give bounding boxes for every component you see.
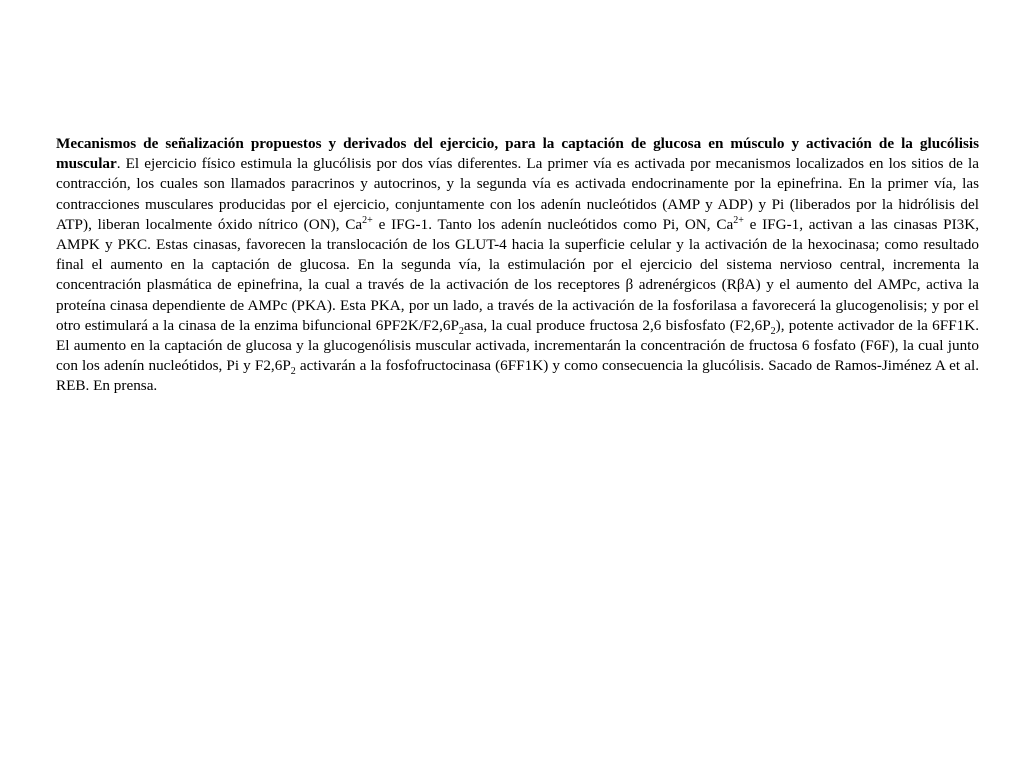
subscript-p2-1: 2 [458, 325, 464, 337]
superscript-ca-charge-1: 2+ [362, 214, 373, 226]
caption-text-5: ), potente activador de la 6FF1K. El aumento en la captación de glucosa y la glucogenólisis muscular activada, incrementarán la concentración de fructosa 6 fosfato (F6F), la cual junto con los adenín nucleótidos, Pi y F2,6P [56, 316, 979, 375]
subscript-p2-2: 2 [770, 325, 776, 337]
subscript-p2-3: 2 [290, 366, 296, 378]
superscript-ca-charge-2: 2+ [733, 214, 744, 226]
caption-title: Mecanismos de señalización propuestos y derivados del ejercicio, para la captación de glucosa en músculo y activación de la glucólisis muscular [56, 135, 979, 173]
caption-text-1: . El ejercicio físico estimula la glucólisis por dos vías diferentes. La primer vía es activada por mecanismos localizados en los sitios de la contracción, los cuales son llamados paracrinos y autocrinos, y la segunda vía es activada endocrinamente por la epinefrina. En la primer vía, las contracciones musculares producidas por el ejercicio, conjuntamente con los adenín nucleótidos (AMP y ADP) y Pi (liberados por la hidrólisis del ATP), liberan localmente óxido nítrico (ON), Ca [56, 155, 979, 233]
caption-text-6: activarán a la fosfofructocinasa (6FF1K) y como consecuencia la glucólisis. Sacado de Ramos-Jiménez A et al. REB. En prensa. [56, 357, 980, 395]
caption-text-4: asa, la cual produce fructosa 2,6 bisfosfato (F2,6P [463, 316, 771, 334]
caption-text-3: e IFG-1, activan a las cinasas PI3K, AMPK y PKC. Estas cinasas, favorecen la translocación de los GLUT-4 hacia la superficie celular y la activación de la hexocinasa; como resultado final el aumento en la captación de glucosa. En la segunda vía, la estimulación por el ejercicio del sistema nervioso central, incrementa la concentración plasmática de epinefrina, la cual a través de la activación de los receptores β adrenérgicos (RβA) y el aumento del AMPc, activa la proteína cinasa dependiente de AMPc (PKA). Esta PKA, por un lado, a través de la activación de la fosforilasa a favorecerá la glucogenolisis; y por el otro estimulará a la cinasa de la enzima bifuncional 6PF2K/F2,6P [56, 215, 980, 334]
figure-caption [56, 134, 979, 397]
caption-text-2: e IFG-1. Tanto los adenín nucleótidos como Pi, ON, Ca [372, 215, 734, 233]
